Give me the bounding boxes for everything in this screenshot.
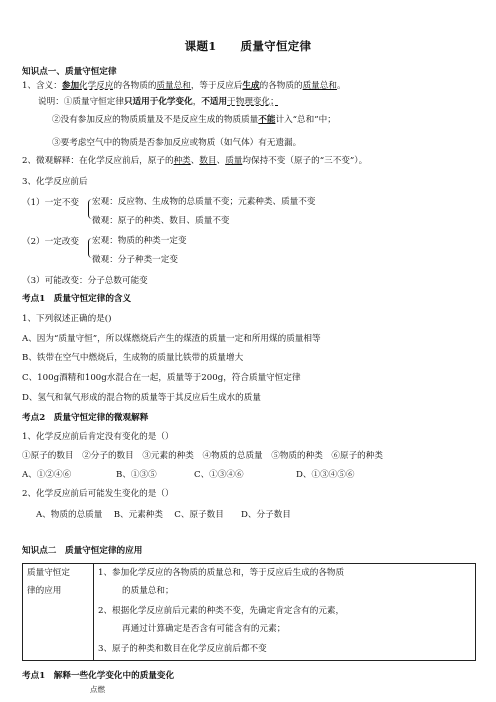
before-after-heading: 3、化学反应前后 <box>22 177 88 187</box>
kd1-heading: 考点1 质量守恒定律的含义 <box>22 294 132 304</box>
kd2-q2: 2、化学反应前后可能发生变化的是（） <box>22 489 174 499</box>
application-item-2: 2、根据化学反应前后元素的种类不变，先确定肯定含有的元素， <box>98 606 345 616</box>
kd2-q1-items: ①原子的数目 ②分子的数目 ③元素的种类 ④物质的总质量 ⑤物质的种类 ⑥原子的种类 <box>22 451 383 461</box>
kd2-q1-c: C、①③④⑥ <box>194 470 244 480</box>
kd1-question: 1、下列叙述正确的是() <box>22 314 112 324</box>
note-3: ③要考虑空气中的物质是否参加反应或物质（如气体）有无遗漏。 <box>52 138 302 148</box>
kd3-heading: 考点1 解释一些化学变化中的质量变化 <box>22 671 175 681</box>
application-content-cell: 1、参加化学反应的各物质的质量总和，等于反应后生成的各物质 的质量总和； 2、根据化学反应前后元素的种类不变，先确定肯定含有的元素， 再通过计算确定是否含有可能含有的元素； 3、原子的种类和数目在化学反应前后都不变 <box>94 564 476 661</box>
kd2-q1: 1、化学反应前后肯定没有变化的是（） <box>22 432 174 442</box>
kd2-q1-d: D、①③④⑤⑥ <box>296 470 355 480</box>
kd2-q2-options: A、物质的总质量 B、元素种类 C、原子数目 D、分子数目 <box>36 510 291 520</box>
lesson-number: 课题1 <box>184 39 217 53</box>
macro-unchanged: 宏观：反应物、生成物的总质量不变；元素种类、质量不变 <box>92 197 316 207</box>
note-1: 说明：①质量守恒定律只适用于化学变化，不适用于物理变化； <box>38 97 279 107</box>
lesson-name: 质量守恒定律 <box>240 39 312 53</box>
kp2-heading: 知识点二 质量守恒定律的应用 <box>22 546 143 556</box>
note-2: ②没有参加反应的物质质量及不是反应生成的物质质量不能计入“总和”中； <box>52 115 336 125</box>
kd2-heading: 考点2 质量守恒定律的微观解释 <box>22 413 149 423</box>
application-item-3: 3、原子的种类和数目在化学反应前后都不变 <box>98 644 267 654</box>
micro-explanation: 2、微观解释：在化学反应前后，原子的种类、数目、质量均保持不变（原子的“三不变”）。 <box>22 156 368 166</box>
kd1-option-b: B、铁带在空气中燃烧后，生成物的质量比铁带的质量增大 <box>22 353 244 363</box>
always-unchanged-label: （1）一定不变 <box>22 198 80 208</box>
kp1-heading: 知识点一、质量守恒定律 <box>22 67 117 77</box>
micro-changed: 微观：分子种类一定变 <box>92 255 178 265</box>
application-table <box>22 563 476 661</box>
kd1-option-a: A、因为“质量守恒”，所以煤燃烧后产生的煤渣的质量一定和所用煤的质量相等 <box>22 334 321 344</box>
kd2-q1-a: A、①②④⑥ <box>22 470 72 480</box>
micro-unchanged: 微观：原子的种类、数目、质量不变 <box>92 216 230 226</box>
page-title <box>0 38 496 54</box>
application-item-1: 1、参加化学反应的各物质的质量总和，等于反应后生成的各物质 <box>98 568 345 578</box>
application-label-cell: 质量守恒定 律的应用 <box>23 564 94 661</box>
kd3-fragment: 点燃 <box>90 685 105 694</box>
always-changed-label: （2）一定改变 <box>22 237 80 247</box>
definition: 1、含义：参加化学反应的各物质的质量总和，等于反应后生成的各物质的质量总和。 <box>22 81 346 91</box>
macro-changed: 宏观：物质的种类一定变 <box>92 236 187 246</box>
kd1-option-d: D、氢气和氧气形成的混合物的质量等于其反应后生成水的质量 <box>22 393 261 403</box>
may-change: （3）可能改变：分子总数可能变 <box>22 276 148 286</box>
kd2-q1-b: B、①③⑤ <box>116 470 157 480</box>
kd1-option-c: C、100g酒精和100g水混合在一起，质量等于200g，符合质量守恒定律 <box>22 373 301 383</box>
